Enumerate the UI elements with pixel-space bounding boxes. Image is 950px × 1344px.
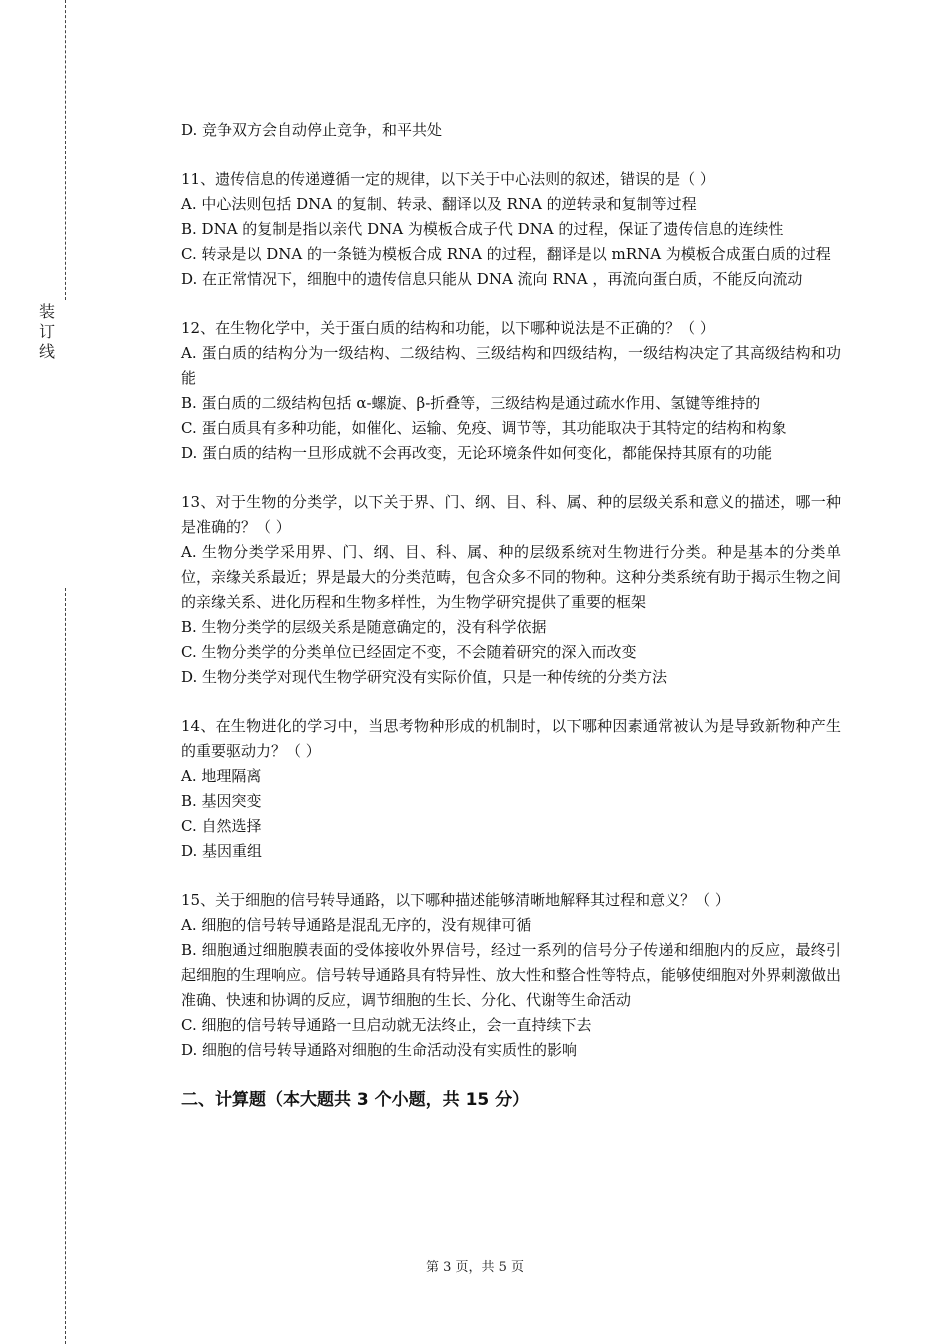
option-c: C. 细胞的信号转导通路一旦启动就无法终止，会一直持续下去 xyxy=(181,1016,592,1034)
option-a: A. 中心法则包括 DNA 的复制、转录、翻译以及 RNA 的逆转录和复制等过程 xyxy=(181,195,697,213)
option-c: C. 自然选择 xyxy=(181,817,262,835)
option-b: B. 细胞通过细胞膜表面的受体接收外界信号，经过一系列的信号分子传递和细胞内的反应，最终引起细胞的生理响应。信号转导通路具有特异性、放大性和整合性等特点，能够使细胞对外界刺激做出准确、快速和协调的反应，调节细胞的生长、分化、代谢等生命活动 xyxy=(181,941,842,1009)
option-a: A. 细胞的信号转导通路是混乱无序的，没有规律可循 xyxy=(181,916,532,934)
question-stem: 11、遗传信息的传递遵循一定的规律，以下关于中心法则的叙述，错误的是（ ） xyxy=(181,170,715,188)
question-15 xyxy=(181,888,841,1063)
option-a: A. 生物分类学采用界、门、纲、目、科、属、种的层级系统对生物进行分类。种是基本的分类单位，亲缘关系最近；界是最大的分类范畴，包含众多不同的物种。这种分类系统有助于揭示生物之间的亲缘关系、进化历程和生物多样性，为生物学研究提供了重要的框架 xyxy=(181,543,842,611)
option-d: D. 生物分类学对现代生物学研究没有实际价值，只是一种传统的分类方法 xyxy=(181,668,668,686)
option-c: C. 转录是以 DNA 的一条链为模板合成 RNA 的过程，翻译是以 mRNA 为模板合成蛋白质的过程 xyxy=(181,245,831,263)
option-a: A. 蛋白质的结构分为一级结构、二级结构、三级结构和四级结构，一级结构决定了其高级结构和功能 xyxy=(181,344,841,387)
question-13 xyxy=(181,490,841,690)
binding-line-label: 装 订 线 xyxy=(38,302,55,361)
option-b: B. 生物分类学的层级关系是随意确定的，没有科学依据 xyxy=(181,618,547,636)
question-stem: 13、对于生物的分类学，以下关于界、门、纲、目、科、属、种的层级关系和意义的描述，哪一种是准确的？（ ） xyxy=(181,493,841,536)
question-10-option-d: D. 竞争双方会自动停止竞争，和平共处 xyxy=(181,121,443,139)
binding-dashed-line-bottom xyxy=(65,588,66,1344)
option-a: A. 地理隔离 xyxy=(181,767,262,785)
question-stem: 15、关于细胞的信号转导通路，以下哪种描述能够清晰地解释其过程和意义？（ ） xyxy=(181,891,730,909)
question-11 xyxy=(181,167,841,292)
binding-dashed-line-top xyxy=(65,0,66,300)
question-stem: 14、在生物进化的学习中，当思考物种形成的机制时，以下哪种因素通常被认为是导致新物种产生的重要驱动力？（ ） xyxy=(181,717,841,760)
section-heading: 二、计算题（本大题共 3 个小题，共 15 分） xyxy=(181,1090,530,1110)
question-10-tail xyxy=(181,118,841,143)
option-d: D. 蛋白质的结构一旦形成就不会再改变，无论环境条件如何变化，都能保持其原有的功能 xyxy=(181,444,773,462)
question-14 xyxy=(181,714,841,864)
question-12 xyxy=(181,316,841,466)
option-d: D. 细胞的信号转导通路对细胞的生命活动没有实质性的影响 xyxy=(181,1041,578,1059)
option-d: D. 在正常情况下，细胞中的遗传信息只能从 DNA 流向 RNA ，再流向蛋白质，不能反向流动 xyxy=(181,270,803,288)
option-b: B. 基因突变 xyxy=(181,792,262,810)
option-b: B. DNA 的复制是指以亲代 DNA 为模板合成子代 DNA 的过程，保证了遗传信息的连续性 xyxy=(181,220,784,238)
page-footer: 第 3 页，共 5 页 xyxy=(425,1260,525,1275)
question-stem: 12、在生物化学中，关于蛋白质的结构和功能，以下哪种说法是不正确的？（ ） xyxy=(181,319,715,337)
page-content xyxy=(181,118,841,1113)
option-c: C. 蛋白质具有多种功能，如催化、运输、免疫、调节等，其功能取决于其特定的结构和构象 xyxy=(181,419,787,437)
option-c: C. 生物分类学的分类单位已经固定不变，不会随着研究的深入而改变 xyxy=(181,643,637,661)
option-d: D. 基因重组 xyxy=(181,842,263,860)
option-b: B. 蛋白质的二级结构包括 α-螺旋、β-折叠等，三级结构是通过疏水作用、氢键等维持的 xyxy=(181,394,761,412)
